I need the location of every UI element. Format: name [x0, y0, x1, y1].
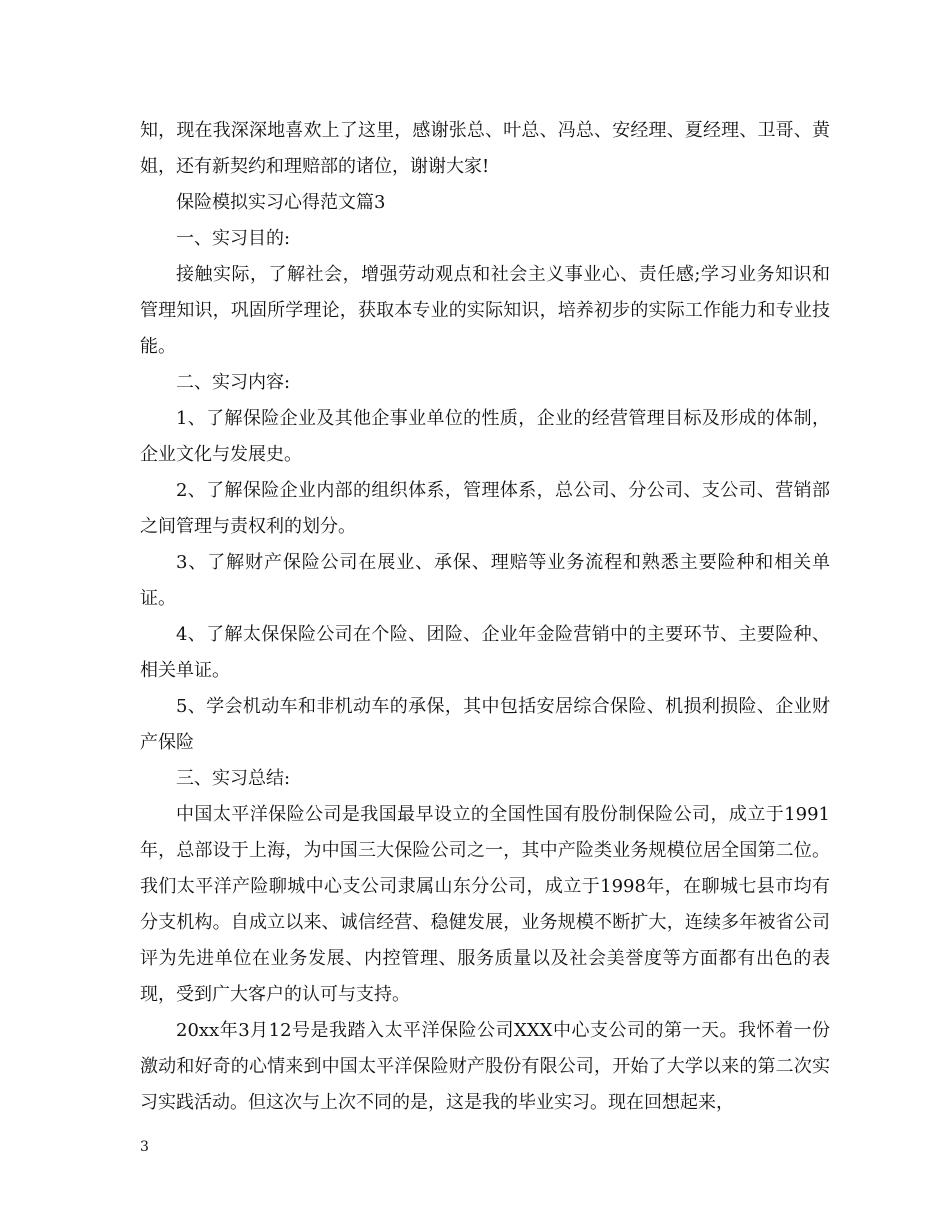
list-item: 4、了解太保保险公司在个险、团险、企业年金险营销中的主要环节、主要险种、相关单证。 — [140, 624, 830, 681]
list-item: 1、了解保险企业及其他企事业单位的性质，企业的经营管理目标及形成的体制，企业文化与发展史。 — [140, 408, 830, 465]
heading-purpose: 一、实习目的: — [176, 228, 291, 249]
page-number: 3 — [140, 1139, 149, 1155]
list-item: 2、了解保险企业内部的组织体系，管理体系，总公司、分公司、支公司、营销部之间管理与责权利的划分。 — [140, 480, 830, 537]
list-item: 3、了解财产保险公司在展业、承保、理赔等业务流程和熟悉主要险种和相关单证。 — [140, 552, 830, 609]
list-item: 5、学会机动车和非机动车的承保，其中包括安居综合保险、机损利损险、企业财产保险 — [140, 696, 830, 753]
paragraph-continuation: 知，现在我深深地喜欢上了这里，感谢张总、叶总、冯总、安经理、夏经理、卫哥、黄姐，还有新契约和理赔部的诸位，谢谢大家! — [140, 120, 830, 177]
section-title: 保险模拟实习心得范文篇3 — [176, 192, 386, 213]
document-body — [140, 113, 830, 1121]
heading-content: 二、实习内容: — [176, 372, 291, 393]
paragraph-company: 中国太平洋保险公司是我国最早设立的全国性国有股份制保险公司，成立于1991年，总部设于上海，为中国三大保险公司之一，其中产险类业务规模位居全国第二位。我们太平洋产险聊城中心支公司隶属山东分公司，成立于1998年，在聊城七县市均有分支机构。自成立以来、诚信经营、稳健发展，业务规模不断扩大，连续多年被省公司评为先进单位在业务发展、内控管理、服务质量以及社会美誉度等方面都有出色的表现，受到广大客户的认可与支持。 — [140, 804, 830, 1005]
heading-summary: 三、实习总结: — [176, 768, 291, 789]
paragraph-first-day: 20xx年3月12号是我踏入太平洋保险公司XXX中心支公司的第一天。我怀着一份激动和好奇的心情来到中国太平洋保险财产股份有限公司，开始了大学以来的第二次实习实践活动。但这次与上次不同的是，这是我的毕业实习。现在回想起来， — [140, 1020, 830, 1113]
paragraph-purpose: 接触实际，了解社会，增强劳动观点和社会主义事业心、责任感;学习业务知识和管理知识，巩固所学理论，获取本专业的实际知识，培养初步的实际工作能力和专业技能。 — [140, 264, 830, 357]
